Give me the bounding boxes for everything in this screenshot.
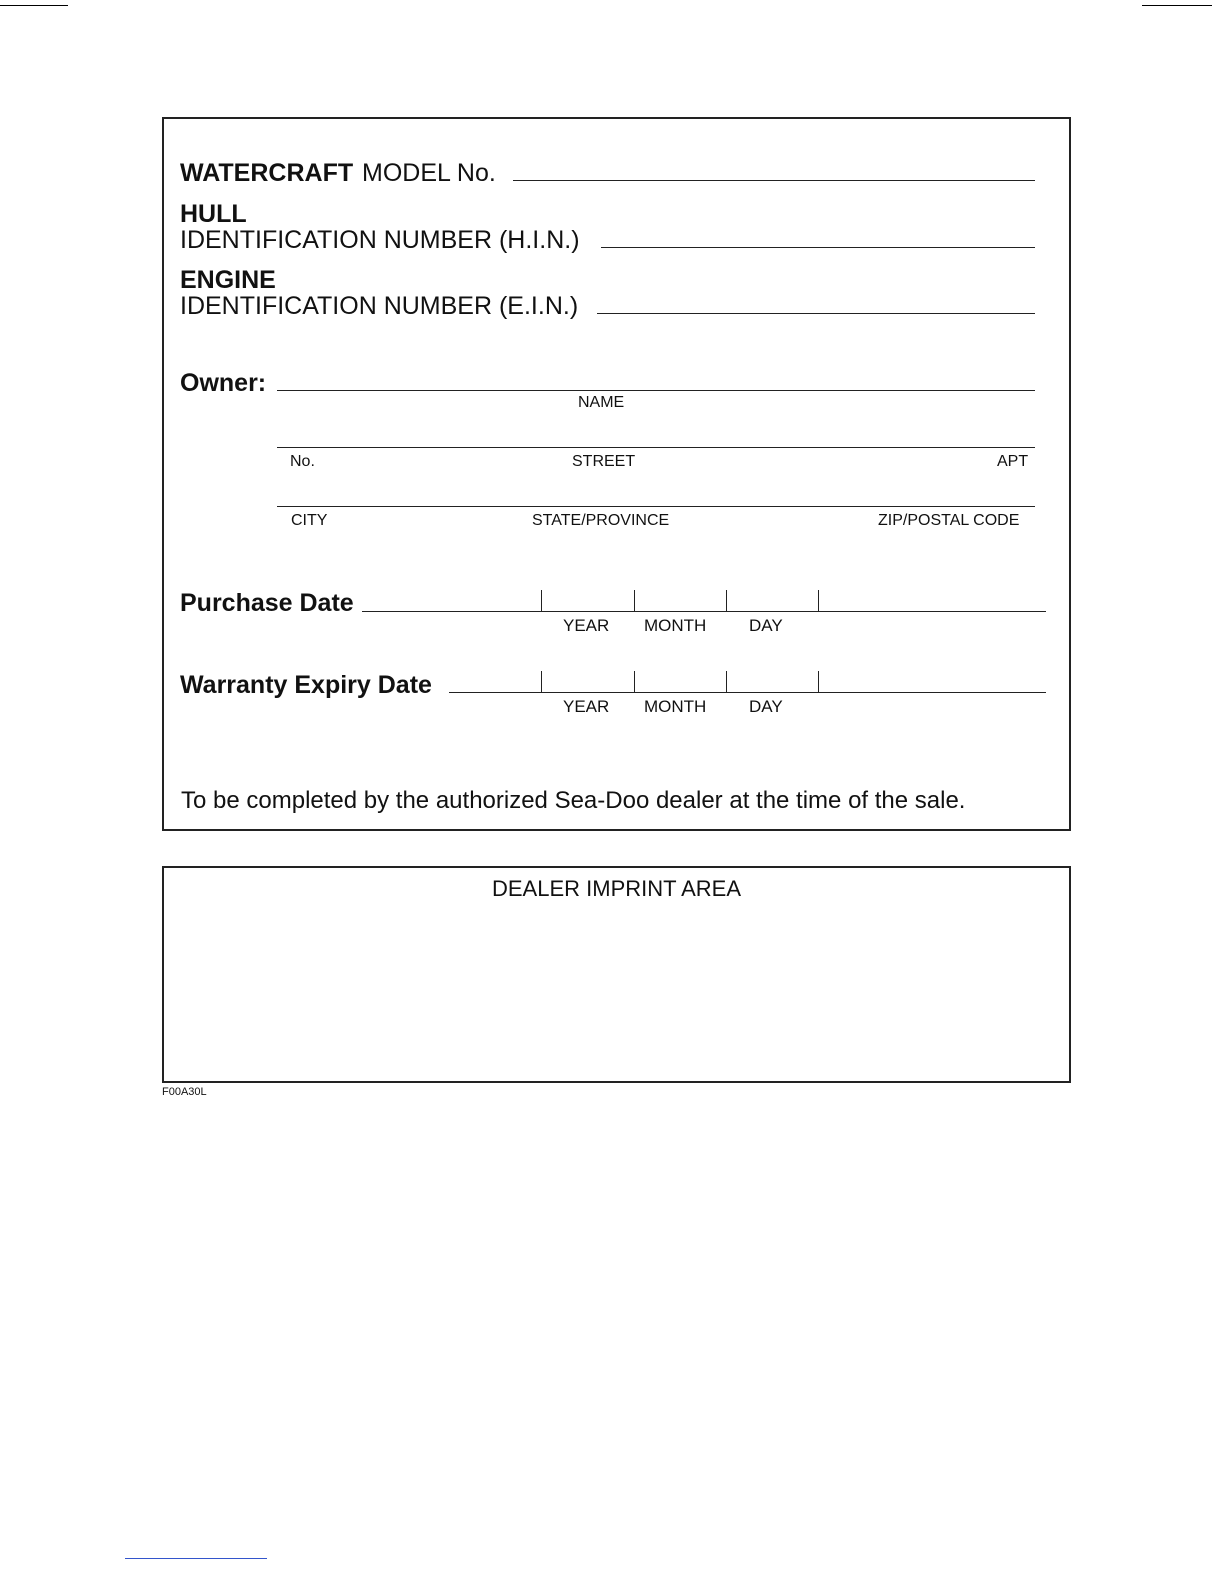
zip-caption: ZIP/POSTAL CODE bbox=[878, 512, 1020, 529]
purchase-date-label: Purchase Date bbox=[180, 589, 354, 617]
owner-street-field[interactable] bbox=[277, 447, 1035, 448]
name-caption: NAME bbox=[578, 394, 625, 411]
hin-label: IDENTIFICATION NUMBER (H.I.N.) bbox=[180, 226, 580, 254]
purchase-date-divider bbox=[818, 590, 819, 611]
street-caption: STREET bbox=[572, 453, 636, 470]
model-no-field[interactable] bbox=[513, 180, 1035, 181]
warranty-month-caption: MONTH bbox=[644, 697, 707, 716]
owner-label: Owner: bbox=[180, 369, 267, 397]
city-caption: CITY bbox=[291, 512, 328, 529]
warranty-day-caption: DAY bbox=[749, 697, 783, 716]
purchase-date-divider bbox=[726, 590, 727, 611]
state-caption: STATE/PROVINCE bbox=[532, 512, 670, 529]
warranty-date-divider bbox=[634, 671, 635, 692]
hull-label: HULL bbox=[180, 200, 247, 228]
dealer-imprint-title: DEALER IMPRINT AREA bbox=[492, 876, 741, 901]
hin-field[interactable] bbox=[601, 247, 1035, 248]
warranty-expiry-label: Warranty Expiry Date bbox=[180, 671, 432, 699]
ein-field[interactable] bbox=[597, 313, 1035, 314]
purchase-date-divider bbox=[541, 590, 542, 611]
dealer-note: To be completed by the authorized Sea-Doo dealer at the time of the sale. bbox=[181, 787, 966, 814]
apt-caption: APT bbox=[997, 453, 1029, 470]
purchase-year-caption: YEAR bbox=[563, 616, 610, 635]
watercraft-label: WATERCRAFT bbox=[180, 159, 354, 187]
engine-label: ENGINE bbox=[180, 266, 276, 294]
warranty-registration-form bbox=[162, 117, 1071, 831]
corner-mark-right bbox=[1142, 5, 1212, 6]
no-caption: No. bbox=[290, 453, 315, 470]
owner-name-field[interactable] bbox=[277, 390, 1035, 391]
corner-mark-left bbox=[0, 5, 68, 6]
warranty-date-divider bbox=[541, 671, 542, 692]
owner-city-field[interactable] bbox=[277, 506, 1035, 507]
figure-code: F00A30L bbox=[162, 1086, 207, 1098]
footer-rule bbox=[125, 1558, 267, 1559]
ein-label: IDENTIFICATION NUMBER (E.I.N.) bbox=[180, 292, 579, 320]
warranty-date-divider bbox=[726, 671, 727, 692]
warranty-date-divider bbox=[818, 671, 819, 692]
purchase-date-divider bbox=[634, 590, 635, 611]
warranty-year-caption: YEAR bbox=[563, 697, 610, 716]
purchase-date-field[interactable] bbox=[362, 611, 1046, 612]
purchase-day-caption: DAY bbox=[749, 616, 783, 635]
purchase-month-caption: MONTH bbox=[644, 616, 707, 635]
warranty-expiry-field[interactable] bbox=[449, 692, 1046, 693]
model-no-label: MODEL No. bbox=[362, 159, 496, 187]
